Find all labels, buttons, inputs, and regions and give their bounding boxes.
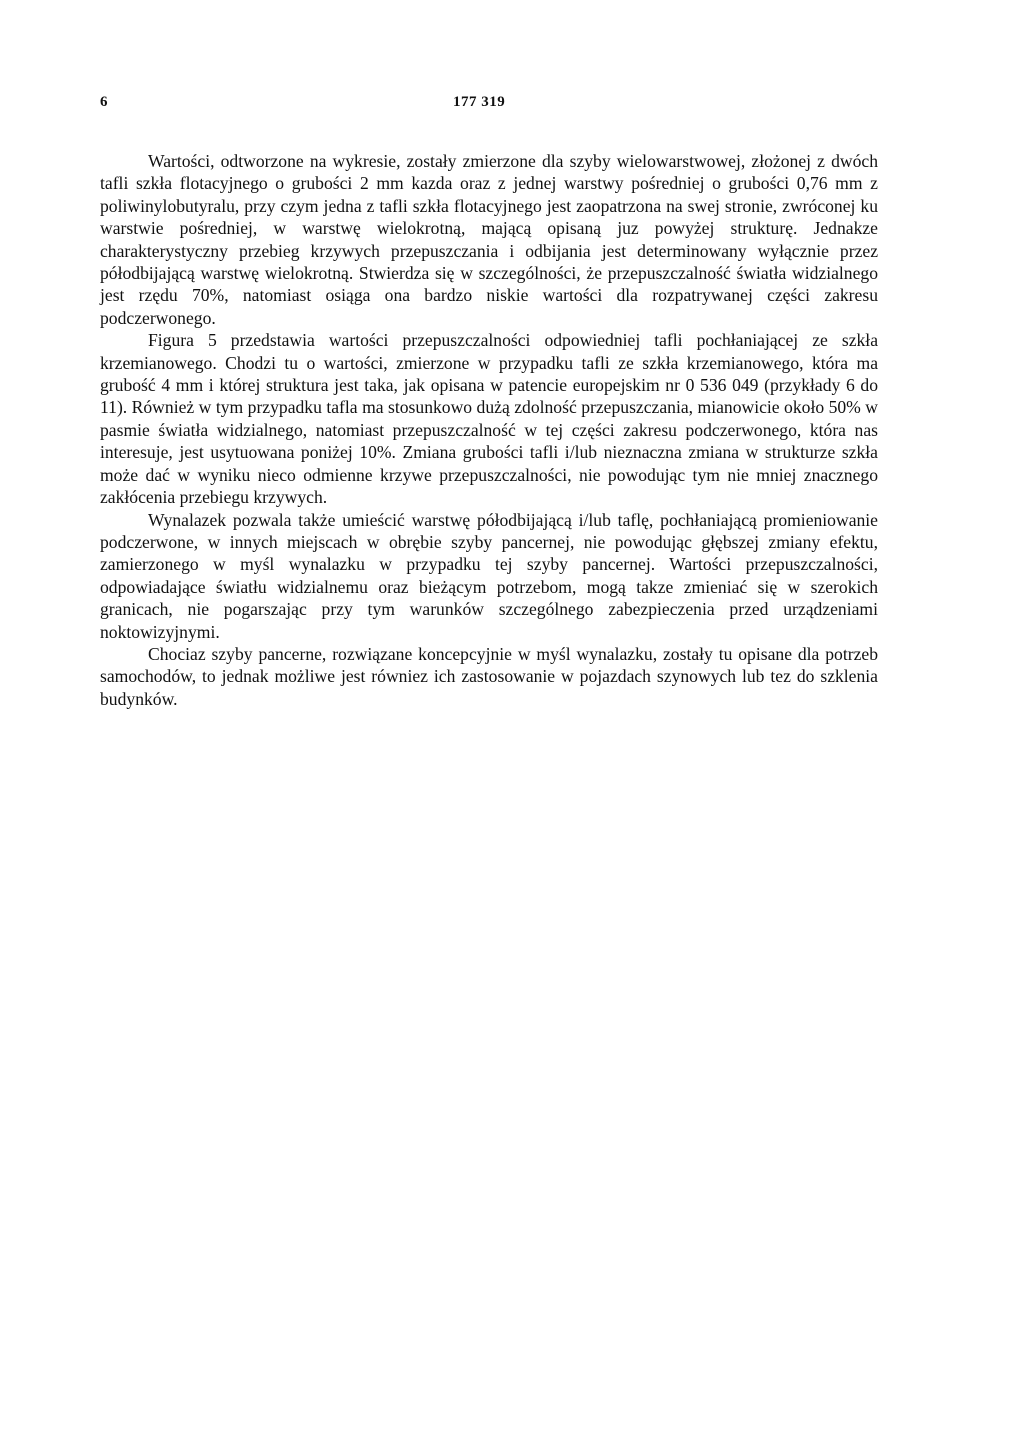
paragraph-1: Wartości, odtworzone na wykresie, zostały zmierzone dla szyby wielowarstwowej, złożonej z dwóch tafli szkła flotacyjnego o grubości 2 mm kazda oraz z jednej warstwy pośredniej o grubości 0,76 mm z poliwinylobutyralu, przy czym jedna z tafli szkła flotacyjnego jest zaopatrzona na swej stronie, zwróconej ku warstwie pośredniej, w warstwę wielokrotną, mającą opisaną juz powyżej strukturę. Jednakze charakterystyczny przebieg krzywych przepuszczania i odbijania jest determinowany wyłącznie przez półodbijającą warstwę wielokrotną. Stwierdza się w szczególności, że przepuszczalność światła widzialnego jest rzędu 70%, natomiast osiąga ona bardzo niskie wartości dla rozpatrywanej części zakresu podczerwonego.	[100, 151, 878, 328]
paragraph-4: Chociaz szyby pancerne, rozwiązane koncepcyjnie w myśl wynalazku, zostały tu opisane dla potrzeb samochodów, to jednak możliwe jest równiez ich zastosowanie w pojazdach szynowych lub tez do szklenia budynków.	[100, 643, 878, 709]
body-text	[100, 150, 878, 710]
paragraph-2: Figura 5 przedstawia wartości przepuszczalności odpowiedniej tafli pochłaniającej ze szkła krzemianowego. Chodzi tu o wartości, zmierzone w przypadku tafli ze szkła krzemianowego, która ma grubość 4 mm i której struktura jest taka, jak opisana w patencie europejskim nr 0 536 049 (przykłady 6 do 11). Również w tym przypadku tafla ma stosunkowo dużą zdolność przepuszczania, mianowicie około 50% w pasmie światła widzialnego, natomiast przepuszczalność w tej części zakresu podczerwonego, która nas interesuje, jest usytuowana poniżej 10%. Zmiana grubości tafli i/lub nieznaczna zmiana w strukturze szkła może dać w wyniku nieco odmienne krzywe przepuszczalności, nie powodując tym nie mniej znacznego zakłócenia przebiegu krzywych.	[100, 330, 878, 508]
page-number: 6	[100, 94, 108, 110]
document-number: 177 319	[453, 94, 506, 110]
paragraph-3: Wynalazek pozwala także umieścić warstwę półodbijającą i/lub taflę, pochłaniającą promieniowanie podczerwone, w innych miejscach w obrębie szyby pancernej, nie powodując głębszej zmiany efektu, zamierzonego w myśl wynalazku w przypadku tej szyby pancernej. Wartości przepuszczalności, odpowiadające światłu widzialnemu oraz bieżącym potrzebom, mogą takze zmieniać się w szerokich granicach, nie pogarszając przy tym warunków szczególnego zabezpieczenia przed urządzeniami noktowizyjnymi.	[100, 509, 878, 642]
page-header	[100, 94, 880, 118]
